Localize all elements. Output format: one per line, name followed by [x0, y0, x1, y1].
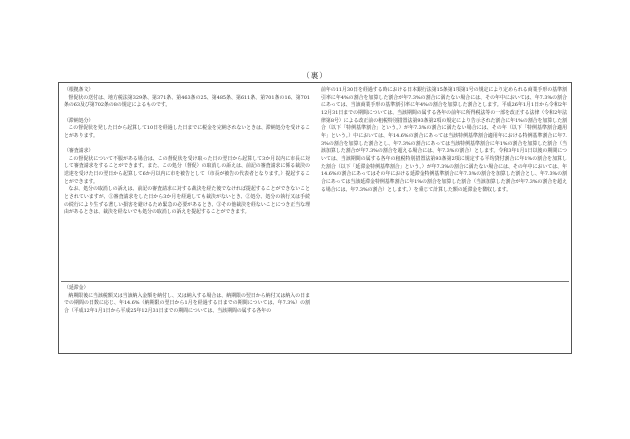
- right-column: [321, 87, 567, 194]
- section-heading-delinquency: （滞納処分）: [64, 117, 94, 124]
- section-text-delinquency: この督促状を発した日から起算して10日を経過した日までに税金を完納されないときは、滞納処分を受けることがあります。: [64, 125, 310, 139]
- section-text-late-fee-continued: 前年の11月30日を経過する時における日本銀行法第15条第1項第1号の規定により定められる商業手形の基準割引率に年4%の割合を加算した割合が年7.3%の割合に満たない場合には、その年中においては、年7.3%の割合にあっては、当該商業手形の基準割引率に年4%の割合を加算した割合とします。平成26年1月1日から令和2年12月31日までの期間については、当該期間の属する各年の前年に所得税法等の一部を改正する法律（令和2年法律第8号）による改正前の租税特別措置法第93条第2項の規定により告示された割合に年1%の割合を加算した割合（以下「特例基準割合」という。）が年7.3%の割合に満たない場合には、その年（以下「特例基準割合適用年」という。）中においては、年14.6%の割合にあっては当該特例基準割合適用年における特例基準割合に年7.3%の割合を加算した割合とし、年7.3%の割合にあっては当該特例基準割合に年1%の割合を加算した割合（当該加算した割合が年7.3%の割合を超える場合には、年7.3%の割合）とします。令和3年1月1日以後の期間については、当該期間の属する各年の租税特別措置法第93条第2項に規定する平均貸付割合に年1%の割合を加算した割合（以下「延滞金特例基準割合」という。）が年7.3%の割合に満たない場合には、その年中においては、年14.6%の割合にあってはその年における延滞金特例基準割合に年7.3%の割合を加算した割合とし、年7.3%の割合にあっては当該延滞金特例基準割合に年1%の割合を加算した割合（当該加算した割合が年7.3%の割合を超える場合には、年7.3%の割合）とします。）を乗じて計算した額の延滞金を徴収します。: [321, 87, 567, 193]
- notice-frame: [58, 82, 572, 354]
- left-column-upper: [64, 87, 310, 217]
- section-text-legal-basis: 督促状の送付は、地方税法第329条、第371条、第463条の25、第485条、第611条、第701条の16、第701条の63及び第702条の8の規定によるものです。: [64, 94, 310, 109]
- section-heading-appeal: （審査請求）: [64, 148, 94, 155]
- section-text-appeal: この督促状について不服がある場合は、この督促状を受け取った日の翌日から起算して3か月以内に市長に対して審査請求をすることができます。また、この処分（督促）の取消しの訴えは、前記の審査請求に係る裁決の送達を受けた日の翌日から起算して6か月以内に市を被告として（市長が被告の代表者となります。）提起することができます。: [64, 155, 310, 185]
- section-divider: [61, 281, 569, 282]
- section-text-appeal-note: なお、処分の取消しの訴えは、前記の審査請求に対する裁決を経た後でなければ提起することができないこととされていますが、①審査請求をした日から3か月を経過しても裁決がないとき、②処分、処分の執行又は手続の続行により生ずる著しい損害を避けるため緊急の必要があるとき、③その他裁決を経ないことにつき正当な理由があるときは、裁決を経ないでも処分の取消しの訴えを提起することができます。: [64, 186, 310, 216]
- section-heading-late-fee: （延滞金）: [64, 285, 89, 291]
- left-column-lower: [64, 285, 310, 316]
- section-heading-legal-basis: （根拠条文）: [64, 87, 94, 93]
- section-text-late-fee: 納期限後に当該税額又は当該納入金額を納付し、又は納入する場合は、納期限の翌日から納付又は納入の日までの期間の日数に応じ、年14.6%（納期限の翌日から1月を経過する日までの期間については、年7.3%）の割合（平成12年1月1日から平成25年12月31日までの期間については、当該期間の属する各年の: [64, 292, 310, 314]
- page-title: （裏）: [302, 71, 328, 80]
